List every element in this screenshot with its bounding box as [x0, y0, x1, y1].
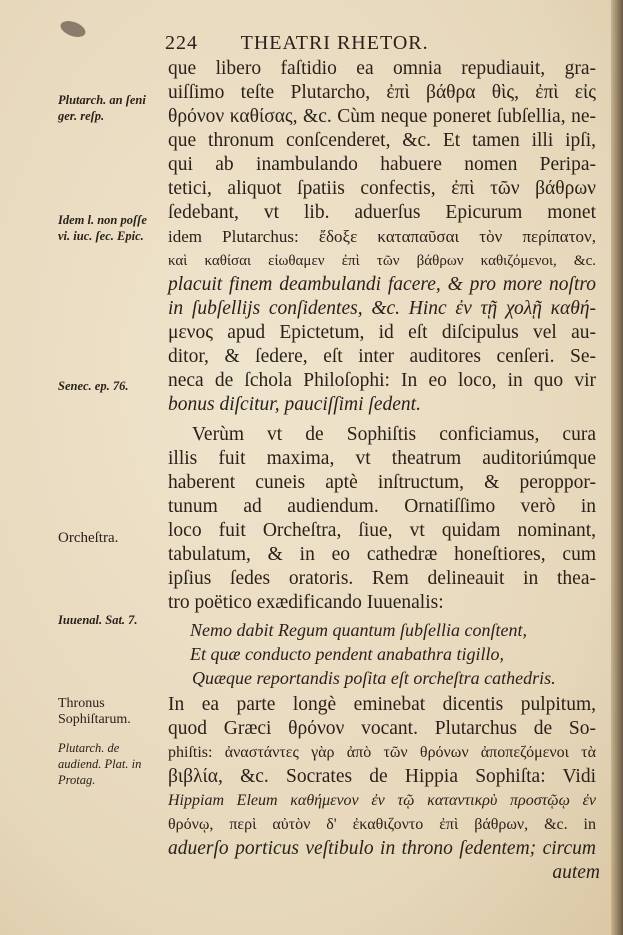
body-line: Hippiam Eleum καθήμενον ἐν τῷ καταντικρὺ προστῷῳ ἐν [168, 792, 596, 809]
verse-line: Nemo dabit Regum quantum ſubſellia conſtent, [190, 620, 527, 640]
body-line: ipſius ſedes oratoris. Rem delineauit in thea- [168, 568, 596, 589]
verse-line: Quæque reportandis poſita eſt orcheſtra cathedris. [192, 668, 556, 688]
margin-note: Thronus Sophiſtarum. [58, 696, 131, 727]
margin-note: Senec. ep. 76. [58, 379, 129, 393]
margin-note: Idem l. non poſſe vi. iuc. ſec. Epic. [58, 213, 147, 243]
body-line: haberent cuneis aptè inſtructum, & peroppor- [168, 472, 596, 493]
body-line: μενος apud Epictetum, id eſt diſcipulus vel au- [168, 322, 596, 343]
margin-note: Plutarch. de audiend. Plat. in Protag. [58, 741, 142, 787]
body-line: aduerſo porticus veſtibulo in throno ſedentem; circum [168, 838, 596, 859]
verse-line: Et quæ conducto pendent anabathra tigillo, [190, 644, 504, 664]
ink-smudge [58, 18, 87, 40]
running-title: THEATRI RHETOR. [240, 32, 429, 54]
body-line: ditor, & ſedere, eſt inter auditores cenſeri. Se- [168, 346, 596, 367]
page-gutter [611, 0, 623, 935]
body-line: que libero faſtidio ea omnia repudiauit, gra- [168, 58, 596, 79]
body-line: uiſſimo teſte Plutarcho, ἐπὶ βάθρα θὶς, ἐπὶ εἰς [168, 82, 596, 103]
margin-note: Orcheſtra. [58, 530, 119, 546]
body-line: quod Græci θρόνον vocant. Plutarchus de So- [168, 718, 596, 739]
body-line: in ſubſellijs conſidentes, &c. Hinc ἐν τῇ χολῇ καθή- [168, 298, 596, 319]
margin-note: Plutarch. an ſeni ger. reſp. [58, 93, 146, 123]
body-line: qui ab inambulando habuere nomen Peripa- [168, 154, 596, 175]
running-header [165, 32, 595, 55]
body-line: que thronum conſcenderet, &c. Et tamen illi ipſi, [168, 130, 596, 151]
body-line: bonus diſcitur, pauciſſimi ſedent. [168, 394, 421, 415]
body-line: tabulatum, & in eo cathedræ honeſtiores, cum [168, 544, 596, 565]
body-line: βιβλία, &c. Socrates de Hippia Sophiſta: Vidi [168, 766, 596, 787]
body-line: tetici, aliquot ſpatiis confectis, ἐπὶ τῶν βάθρων [168, 178, 596, 199]
body-line: ſedebant, vt lib. aduerſus Epicurum monet [168, 202, 596, 223]
body-line: phiſtis: ἀναστάντες γὰρ ἀπὸ τῶν θρόνων ἀποπεζόμενοι τὰ [168, 744, 596, 761]
body-line: loco fuit Orcheſtra, ſiue, vt quidam nominant, [168, 520, 596, 541]
body-line: θρόνον καθίσας, &c. Cùm neque poneret ſubſellia, ne- [168, 106, 596, 127]
body-line: In ea parte longè eminebat dicentis pulpitum, [168, 694, 596, 715]
body-line: καὶ καθίσαι εἰωθαμεν ἐπὶ τῶν βάθρων καθιζόμενοι, &c. [168, 253, 596, 269]
body-line: illis fuit maxima, vt theatrum auditoriúmque [168, 448, 596, 469]
page-number: 224 [165, 32, 198, 54]
body-line: Verùm vt de Sophiſtis conficiamus, cura [192, 424, 596, 445]
body-line: tunum ad audiendum. Ornatiſſimo verò in [168, 496, 596, 517]
margin-note: Iuuenal. Sat. 7. [58, 613, 138, 627]
body-line: θρόνῳ, περὶ αὐτὸν δ' ἐκαθιζοντο ἐπὶ βάθρων, &c. in [168, 816, 596, 833]
body-line: idem Plutarchus: ἔδοξε καταπαῦσαι τὸν περίπατον, [168, 227, 596, 246]
body-line: placuit finem deambulandi facere, & pro more noſtro [168, 274, 596, 295]
body-line: neca de ſchola Philoſophi: In eo loco, in quo vir [168, 370, 596, 391]
body-line: tro poëtico exædificando Iuuenalis: [168, 592, 444, 613]
catchword: autem [552, 862, 600, 883]
